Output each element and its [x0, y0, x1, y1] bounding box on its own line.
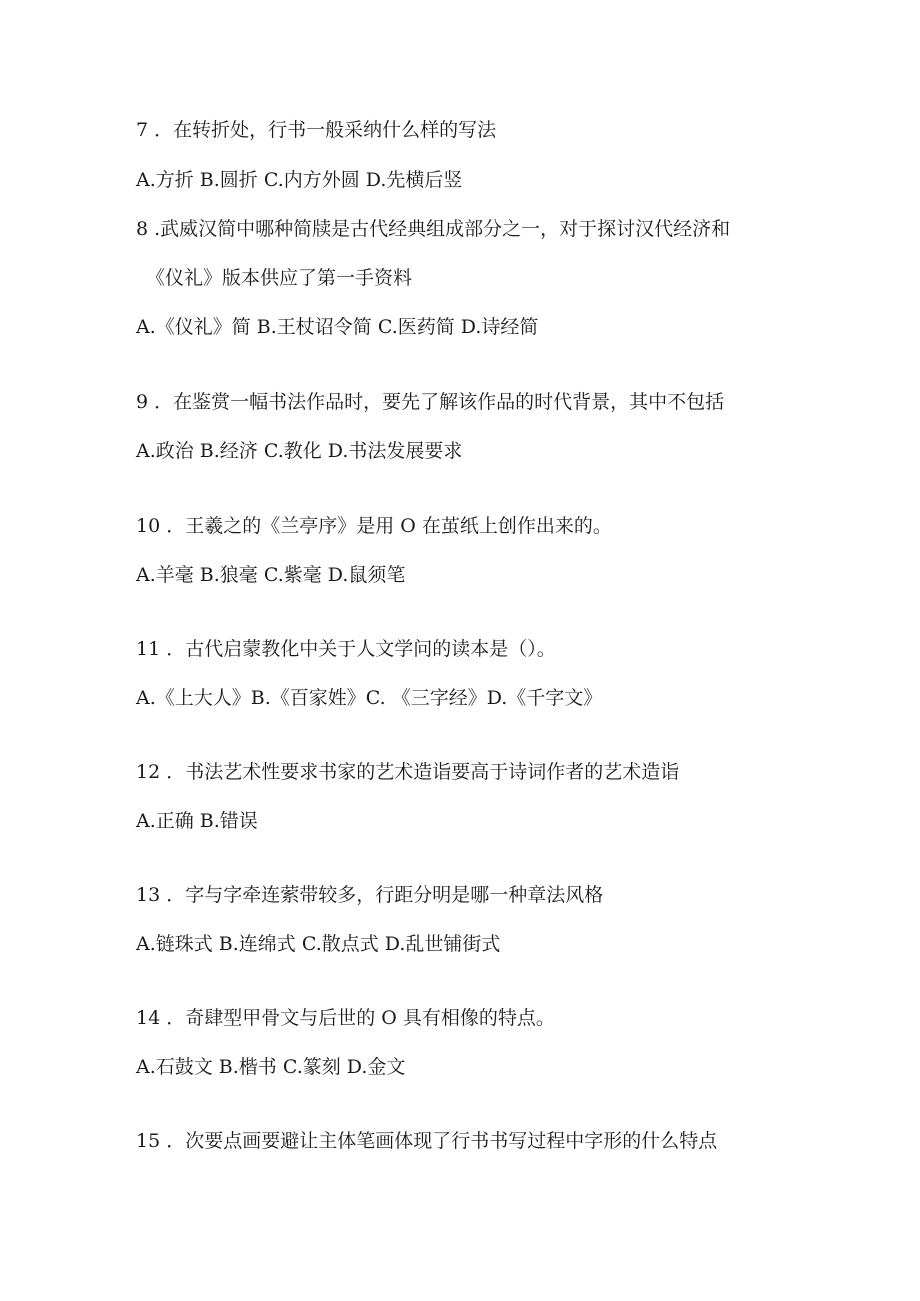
question-13-options: A.链珠式 B.连绵式 C.散点式 D.乱世铺街式: [136, 933, 501, 955]
question-11-stem: 11 ．古代启蒙教化中关于人文学问的读本是（）。: [136, 638, 556, 660]
question-7-options: A.方折 B.圆折 C.内方外圆 D.先横后竖: [136, 169, 463, 191]
question-14-options: A.石鼓文 B.楷书 C.篆刻 D.金文: [136, 1056, 406, 1078]
question-14-stem: 14 ．奇肆型甲骨文与后世的 O 具有相像的特点。: [136, 1007, 555, 1029]
question-7-stem: 7 ．在转折处，行书一般采纳什么样的写法: [136, 119, 497, 141]
question-10-options: A.羊毫 B.狼毫 C.紫毫 D.鼠须笔: [136, 564, 406, 586]
question-8-stem-continued: 《仪礼》版本供应了第一手资料: [146, 267, 413, 289]
question-9-options: A.政治 B.经济 C.教化 D.书法发展要求: [136, 440, 463, 462]
question-9-stem: 9 ．在鉴赏一幅书法作品时，要先了解该作品的时代背景，其中不包括: [136, 391, 725, 413]
question-10-stem: 10 ．王羲之的《兰亭序》是用 O 在茧纸上创作出来的。: [136, 515, 612, 537]
question-8-options: A.《仪礼》简 B.王杖诏令简 C.医药简 D.诗经简: [136, 316, 539, 338]
question-11-options: A.《上大人》B.《百家姓》C. 《三字经》D.《千字文》: [136, 687, 603, 709]
question-13-stem: 13 ．字与字牵连萦带较多，行距分明是哪一种章法风格: [136, 884, 604, 906]
question-12-options: A.正确 B.错误: [136, 810, 258, 832]
question-8-stem: 8 .武威汉简中哪种简牍是古代经典组成部分之一，对于探讨汉代经济和: [136, 218, 731, 240]
question-15-stem: 15 ．次要点画要避让主体笔画体现了行书书写过程中字形的什么特点: [136, 1130, 718, 1152]
question-12-stem: 12 ．书法艺术性要求书家的艺术造诣要高于诗词作者的艺术造诣: [136, 761, 680, 783]
